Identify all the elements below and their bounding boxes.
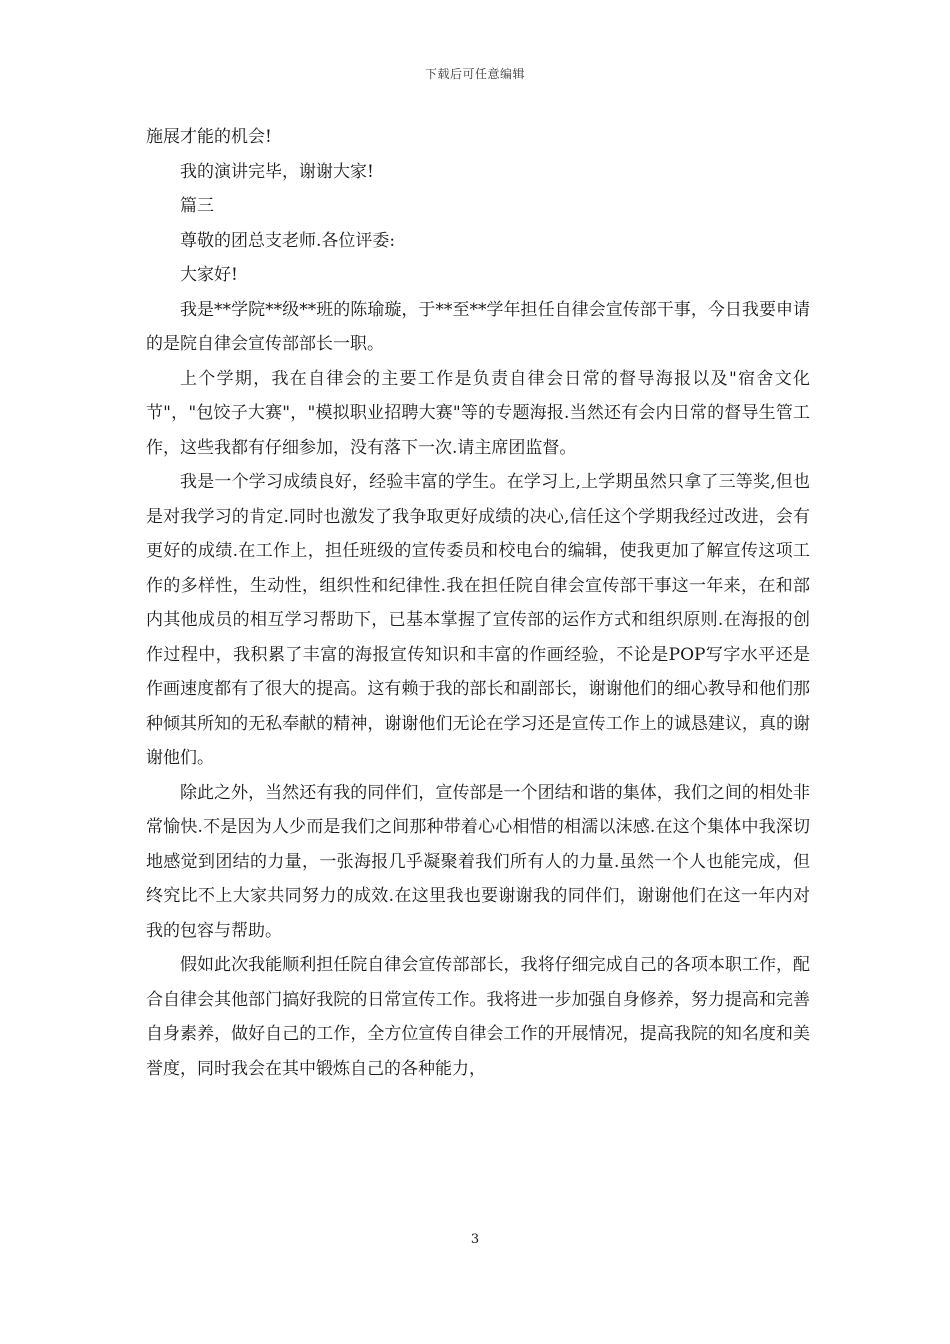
paragraph: 我是**学院**级**班的陈瑜璇，于**至**学年担任自律会宣传部干事，今日我要申请的是院自律会宣传部部长一职。 (146, 299, 810, 354)
salutation: 尊敬的团总支老师.各位评委: (180, 230, 396, 251)
document-body (146, 120, 810, 1086)
paragraph: 施展才能的机会! (146, 127, 272, 147)
section-heading: 篇三 (180, 196, 214, 216)
page-header: 下载后可任意编辑 (424, 67, 525, 81)
paragraph: 假如此次我能顺利担任院自律会宣传部部长，我将仔细完成自己的各项本职工作，配合自律会其他部门搞好我院的日常宣传工作。我将进一步加强自身修养，努力提高和完善自身素养，做好自己的工作，全方位宣传自律会工作的开展情况，提高我院的知名度和美誉度，同时我会在其中锻炼自己的各种能力， (146, 955, 810, 1079)
paragraph: 除此之外，当然还有我的同伴们，宣传部是一个团结和谐的集体，我们之间的相处非常愉快.不是因为人少而是我们之间那种带着心心相惜的相濡以沫感.在这个集体中我深切地感觉到团结的力量，一张海报几乎凝聚着我们所有人的力量.虽然一个人也能完成，但终究比不上大家共同努力的成效.在这里我也要谢谢我的同伴们，谢谢他们在这一年内对我的包容与帮助。 (146, 782, 810, 941)
paragraph: 上个学期，我在自律会的主要工作是负责自律会日常的督导海报以及"宿舍文化节"，"包饺子大赛"，"模拟职业招聘大赛"等的专题海报.当然还有会内日常的督导生管工作，这些我都有仔细参加，没有落下一次.请主席团监督。 (146, 368, 810, 458)
paragraph: 我的演讲完毕，谢谢大家! (180, 161, 374, 182)
paragraph: 我是一个学习成绩良好，经验丰富的学生。在学习上,上学期虽然只拿了三等奖,但也是对我学习的肯定.同时也激发了我争取更好成绩的决心,信任这个学期我经过改进，会有更好的成绩.在工作上，担任班级的宣传委员和校电台的编辑，使我更加了解宣传这项工作的多样性，生动性，组织性和纪律性.我在担任院自律会宣传部干事这一年来，在和部内其他成员的相互学习帮助下，已基本掌握了宣传部的运作方式和组织原则.在海报的创作过程中，我积累了丰富的海报宣传知识和丰富的作画经验，不论是POP写字水平还是作画速度都有了很大的提高。这有赖于我的部长和副部长，谢谢他们的细心教导和他们那种倾其所知的无私奉献的精神，谢谢他们无论在学习还是宣传工作上的诚恳建议，真的谢谢他们。 (146, 472, 810, 768)
page-number: 3 (470, 1232, 480, 1247)
greeting: 大家好! (180, 265, 238, 285)
